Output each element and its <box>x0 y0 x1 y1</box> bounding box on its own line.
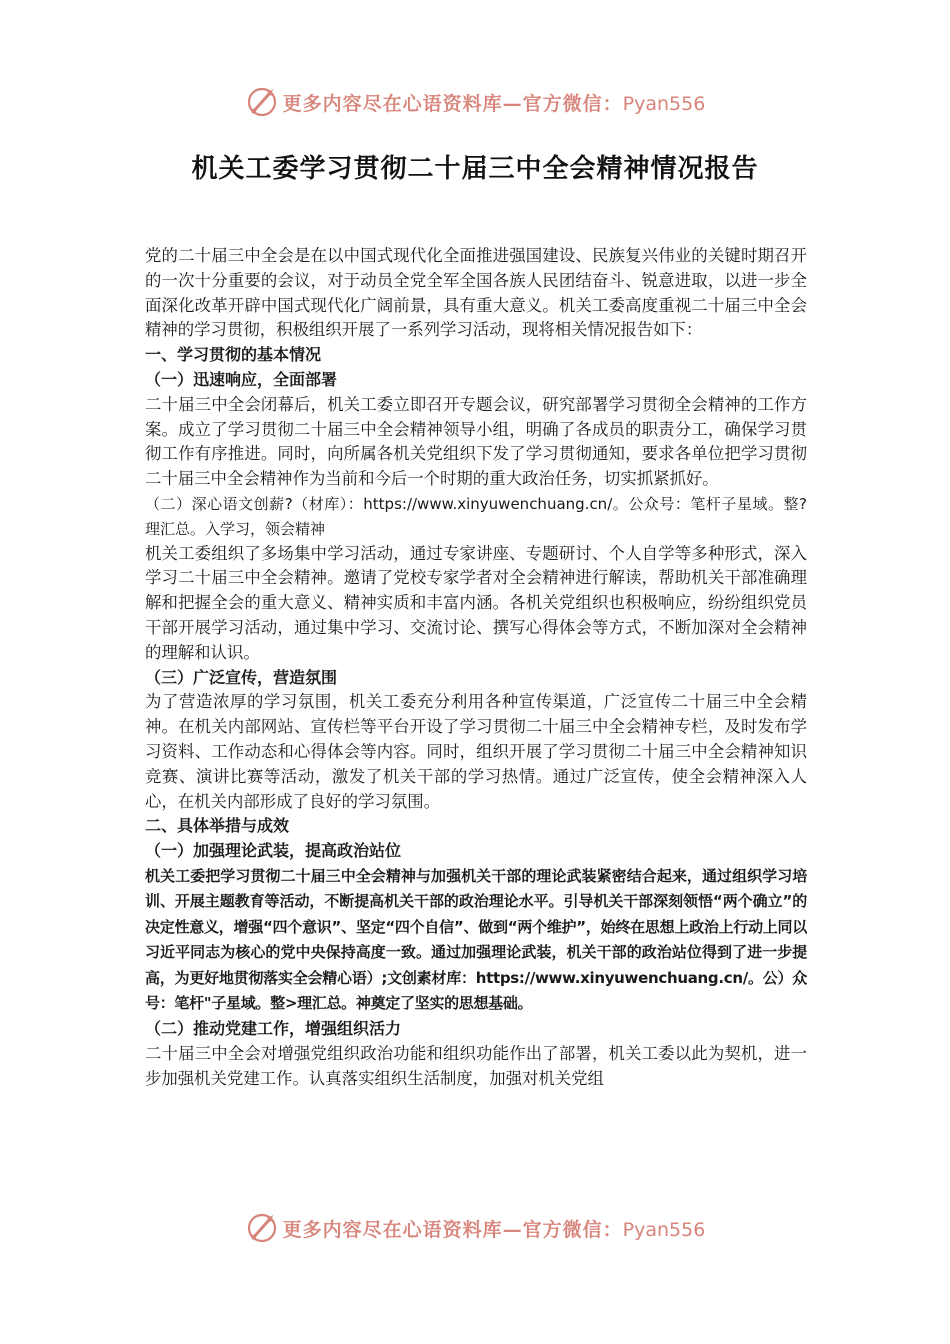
banner-text: 更多内容尽在心语资料库—官方微信：Pyan556 <box>282 1218 706 1241</box>
banner-wechat-handle: Pyan556 <box>622 92 706 115</box>
footer-watermark-banner <box>0 1208 950 1248</box>
section-2-sub-2-heading: （二）推动党建工作，增强组织活力 <box>145 1018 402 1038</box>
section-1-sub-3-heading: （三）广泛宣传，营造氛围 <box>145 667 338 687</box>
section-2-sub-1-heading: （一）加强理论武装，提高政治站位 <box>145 841 402 861</box>
section-1-sub-1-paragraph: 二十届三中全会闭幕后，机关工委立即召开专题会议，研究部署学习贯彻全会精神的工作方案。成立了学习贯彻二十届三中全会精神领导小组，明确了各成员的职责分工，确保学习贯彻工作有序推进。同时，向所属各机关党组织下发了学习贯彻通知，要求各单位把学习贯彻二十届三中全会精神作为当前和今后一个时期的重大政治任务，切实抓紧抓好。 <box>145 394 807 489</box>
section-2-heading: 二、具体举措与成效 <box>145 816 290 836</box>
section-2-sub-2-paragraph: 二十届三中全会对增强党组织政治功能和组织功能作出了部署，机关工委以此为契机，进一步加强机关党建工作。认真落实组织生活制度，加强对机关党组 <box>145 1043 807 1088</box>
document-body <box>145 244 807 1091</box>
banner-text: 更多内容尽在心语资料库—官方微信：Pyan556 <box>282 92 706 115</box>
pen-brush-logo-icon <box>245 85 279 119</box>
section-1-sub-2-paragraph: 机关工委组织了多场集中学习活动，通过专家讲座、专题研讨、个人自学等多种形式，深入学习二十届三中全会精神。邀请了党校专家学者对全会精神进行解读，帮助机关干部准确理解和把握全会的重大意义、精神实质和丰富内涵。各机关党组织也积极响应，纷纷组织党员干部开展学习活动，通过集中学习、交流讨论、撰写心得体会等方式，不断加深对全会精神的理解和认识。 <box>145 543 807 662</box>
header-watermark-banner <box>0 82 950 122</box>
document-title: 机关工委学习贯彻二十届三中全会精神情况报告 <box>191 154 759 184</box>
intro-paragraph: 党的二十届三中全会是在以中国式现代化全面推进强国建设、民族复兴伟业的关键时期召开的一次十分重要的会议，对于动员全党全军全国各族人民团结奋斗、锐意进取，以进一步全面深化改革开辟中国式现代化广阔前景，具有重大意义。机关工委高度重视二十届三中全会精神的学习贯彻，积极组织开展了一系列学习活动，现将相关情况报告如下： <box>145 246 807 340</box>
section-1-heading: 一、学习贯彻的基本情况 <box>145 345 322 365</box>
section-1-sub-2-heading: （二）深心语文创薪?（材库）：https://www.xinyuwenchuang.cn/。公众号：笔杆子星域。整?理汇总。入学习，领会精神 <box>145 494 807 538</box>
banner-wechat-handle: Pyan556 <box>622 1218 706 1241</box>
section-1-sub-1-heading: （一）迅速响应，全面部署 <box>145 369 338 389</box>
section-1-sub-3-paragraph: 为了营造浓厚的学习氛围，机关工委充分利用各种宣传渠道，广泛宣传二十届三中全会精神。在机关内部网站、宣传栏等平台开设了学习贯彻二十届三中全会精神专栏，及时发布学习资料、工作动态和心得体会等内容。同时，组织开展了学习贯彻二十届三中全会精神知识竞赛、演讲比赛等活动，激发了机关干部的学习热情。通过广泛宣传，使全会精神深入人心，在机关内部形成了良好的学习氛围。 <box>145 692 807 811</box>
pen-brush-logo-icon <box>245 1211 279 1245</box>
section-2-sub-1-paragraph: 机关工委把学习贯彻二十届三中全会精神与加强机关干部的理论武装紧密结合起来，通过组织学习培训、开展主题教育等活动，不断提高机关干部的政治理论水平。引导机关干部深刻领悟“两个确立”的决定性意义，增强“四个意识”、坚定“四个自信”、做到“两个维护”，始终在思想上政治上行动上同以习近平同志为核心的党中央保持高度一致。通过加强理论武装，机关干部的政治站位得到了进一步提高，为更好地贯彻落实全会精心语）;文创素材库：https://www.xinyuwenchuang.cn/。公）众号：笔杆"子星域。整>理汇总。神奠定了坚实的思想基础。 <box>145 866 807 1013</box>
